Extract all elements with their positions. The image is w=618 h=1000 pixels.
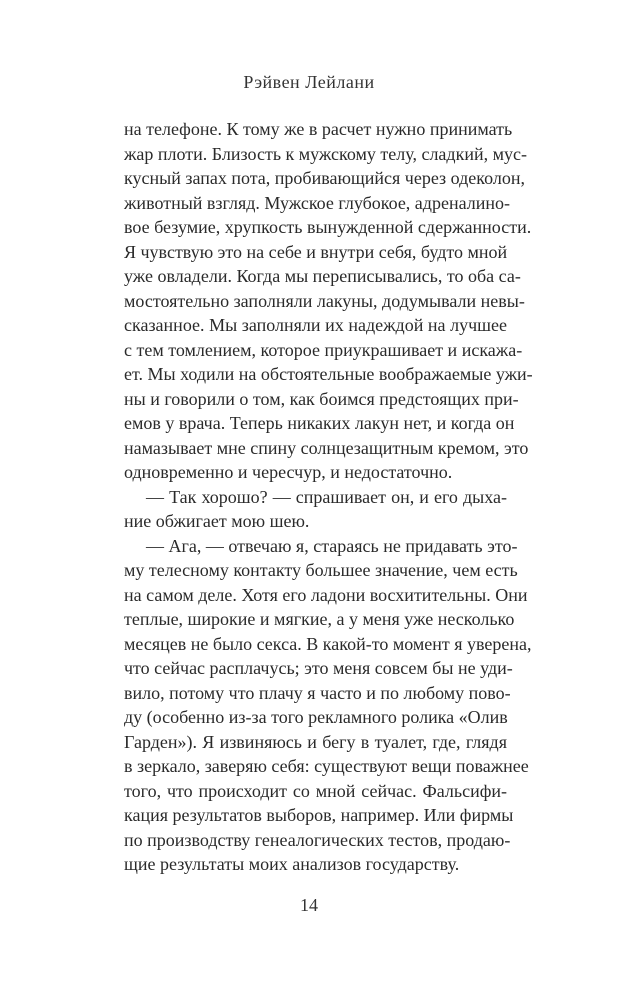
running-head-author: Рэйвен Лейлани xyxy=(243,72,375,92)
text-line: кусный запах пота, пробивающийся через одеколон, xyxy=(124,168,526,188)
text-line: с тем томлением, которое приукрашивает и искажа- xyxy=(124,339,523,360)
text-line: ние обжигает мою шею. xyxy=(124,511,310,531)
text-line: вое безумие, хрупкость вынужденной сдержанности. xyxy=(124,217,532,237)
text-line: по производству генеалогических тестов, продаю- xyxy=(124,829,511,850)
text-line: ду (особенно из-за того рекламного ролика «Олив xyxy=(124,707,508,727)
text-line: сказанное. Мы заполняли их надеждой на лучшее xyxy=(124,315,507,335)
text-line: Я чувствую это на себе и внутри себя, будто мной xyxy=(124,241,508,262)
text-line: уже овладели. Когда мы переписывались, то оба са- xyxy=(124,266,521,286)
text-line: того, что происходит со мной сейчас. Фальсифи- xyxy=(124,780,507,801)
text-line: животный взгляд. Мужское глубокое, адреналино- xyxy=(124,192,510,213)
body-text xyxy=(124,117,533,877)
text-line: емов у врача. Теперь никаких лакун нет, и когда он xyxy=(124,413,515,433)
text-line: в зеркало, заверяю себя: существуют вещи поважнее xyxy=(124,756,529,776)
text-line: ет. Мы ходили на обстоятельные воображаемые ужи- xyxy=(124,364,533,384)
text-line: кация результатов выборов, например. Или фирмы xyxy=(124,805,514,825)
text-line: ны и говорили о том, как боимся предстоящих при- xyxy=(124,388,519,409)
text-line: — Ага, — отвечаю я, стараясь не придавать это- xyxy=(146,535,518,556)
paragraph xyxy=(124,117,533,485)
text-line: — Так хорошо? — спрашивает он, и его дыха- xyxy=(146,486,507,507)
text-line: мостоятельно заполняли лакуны, додумывали невы- xyxy=(124,290,525,311)
paragraph xyxy=(124,485,507,534)
text-line: одновременно и чересчур, и недостаточно. xyxy=(124,462,453,482)
text-line: Гарден»). Я извиняюсь и бегу в туалет, где, глядя xyxy=(124,731,507,752)
text-line: щие результаты моих анализов государству. xyxy=(124,854,460,874)
text-line: теплые, широкие и мягкие, а у меня уже несколько xyxy=(124,609,515,629)
text-line: намазывает мне спину солнцезащитным кремом, это xyxy=(124,437,529,458)
text-line: месяцев не было секса. В какой-то момент я уверена, xyxy=(124,633,532,654)
text-line: му телесному контакту большее значение, чем есть xyxy=(124,560,518,580)
paragraph xyxy=(124,534,532,877)
text-line: жар плоти. Близость к мужскому телу, сладкий, мус- xyxy=(124,143,527,164)
text-line: на телефоне. К тому же в расчет нужно принимать xyxy=(124,119,513,139)
text-line: что сейчас расплачусь; это меня совсем бы не уди- xyxy=(124,658,513,678)
text-line: вило, потому что плачу я часто и по любому пово- xyxy=(124,682,511,703)
text-line: на самом деле. Хотя его ладони восхитительны. Они xyxy=(124,584,528,605)
page-number: 14 xyxy=(300,895,318,915)
